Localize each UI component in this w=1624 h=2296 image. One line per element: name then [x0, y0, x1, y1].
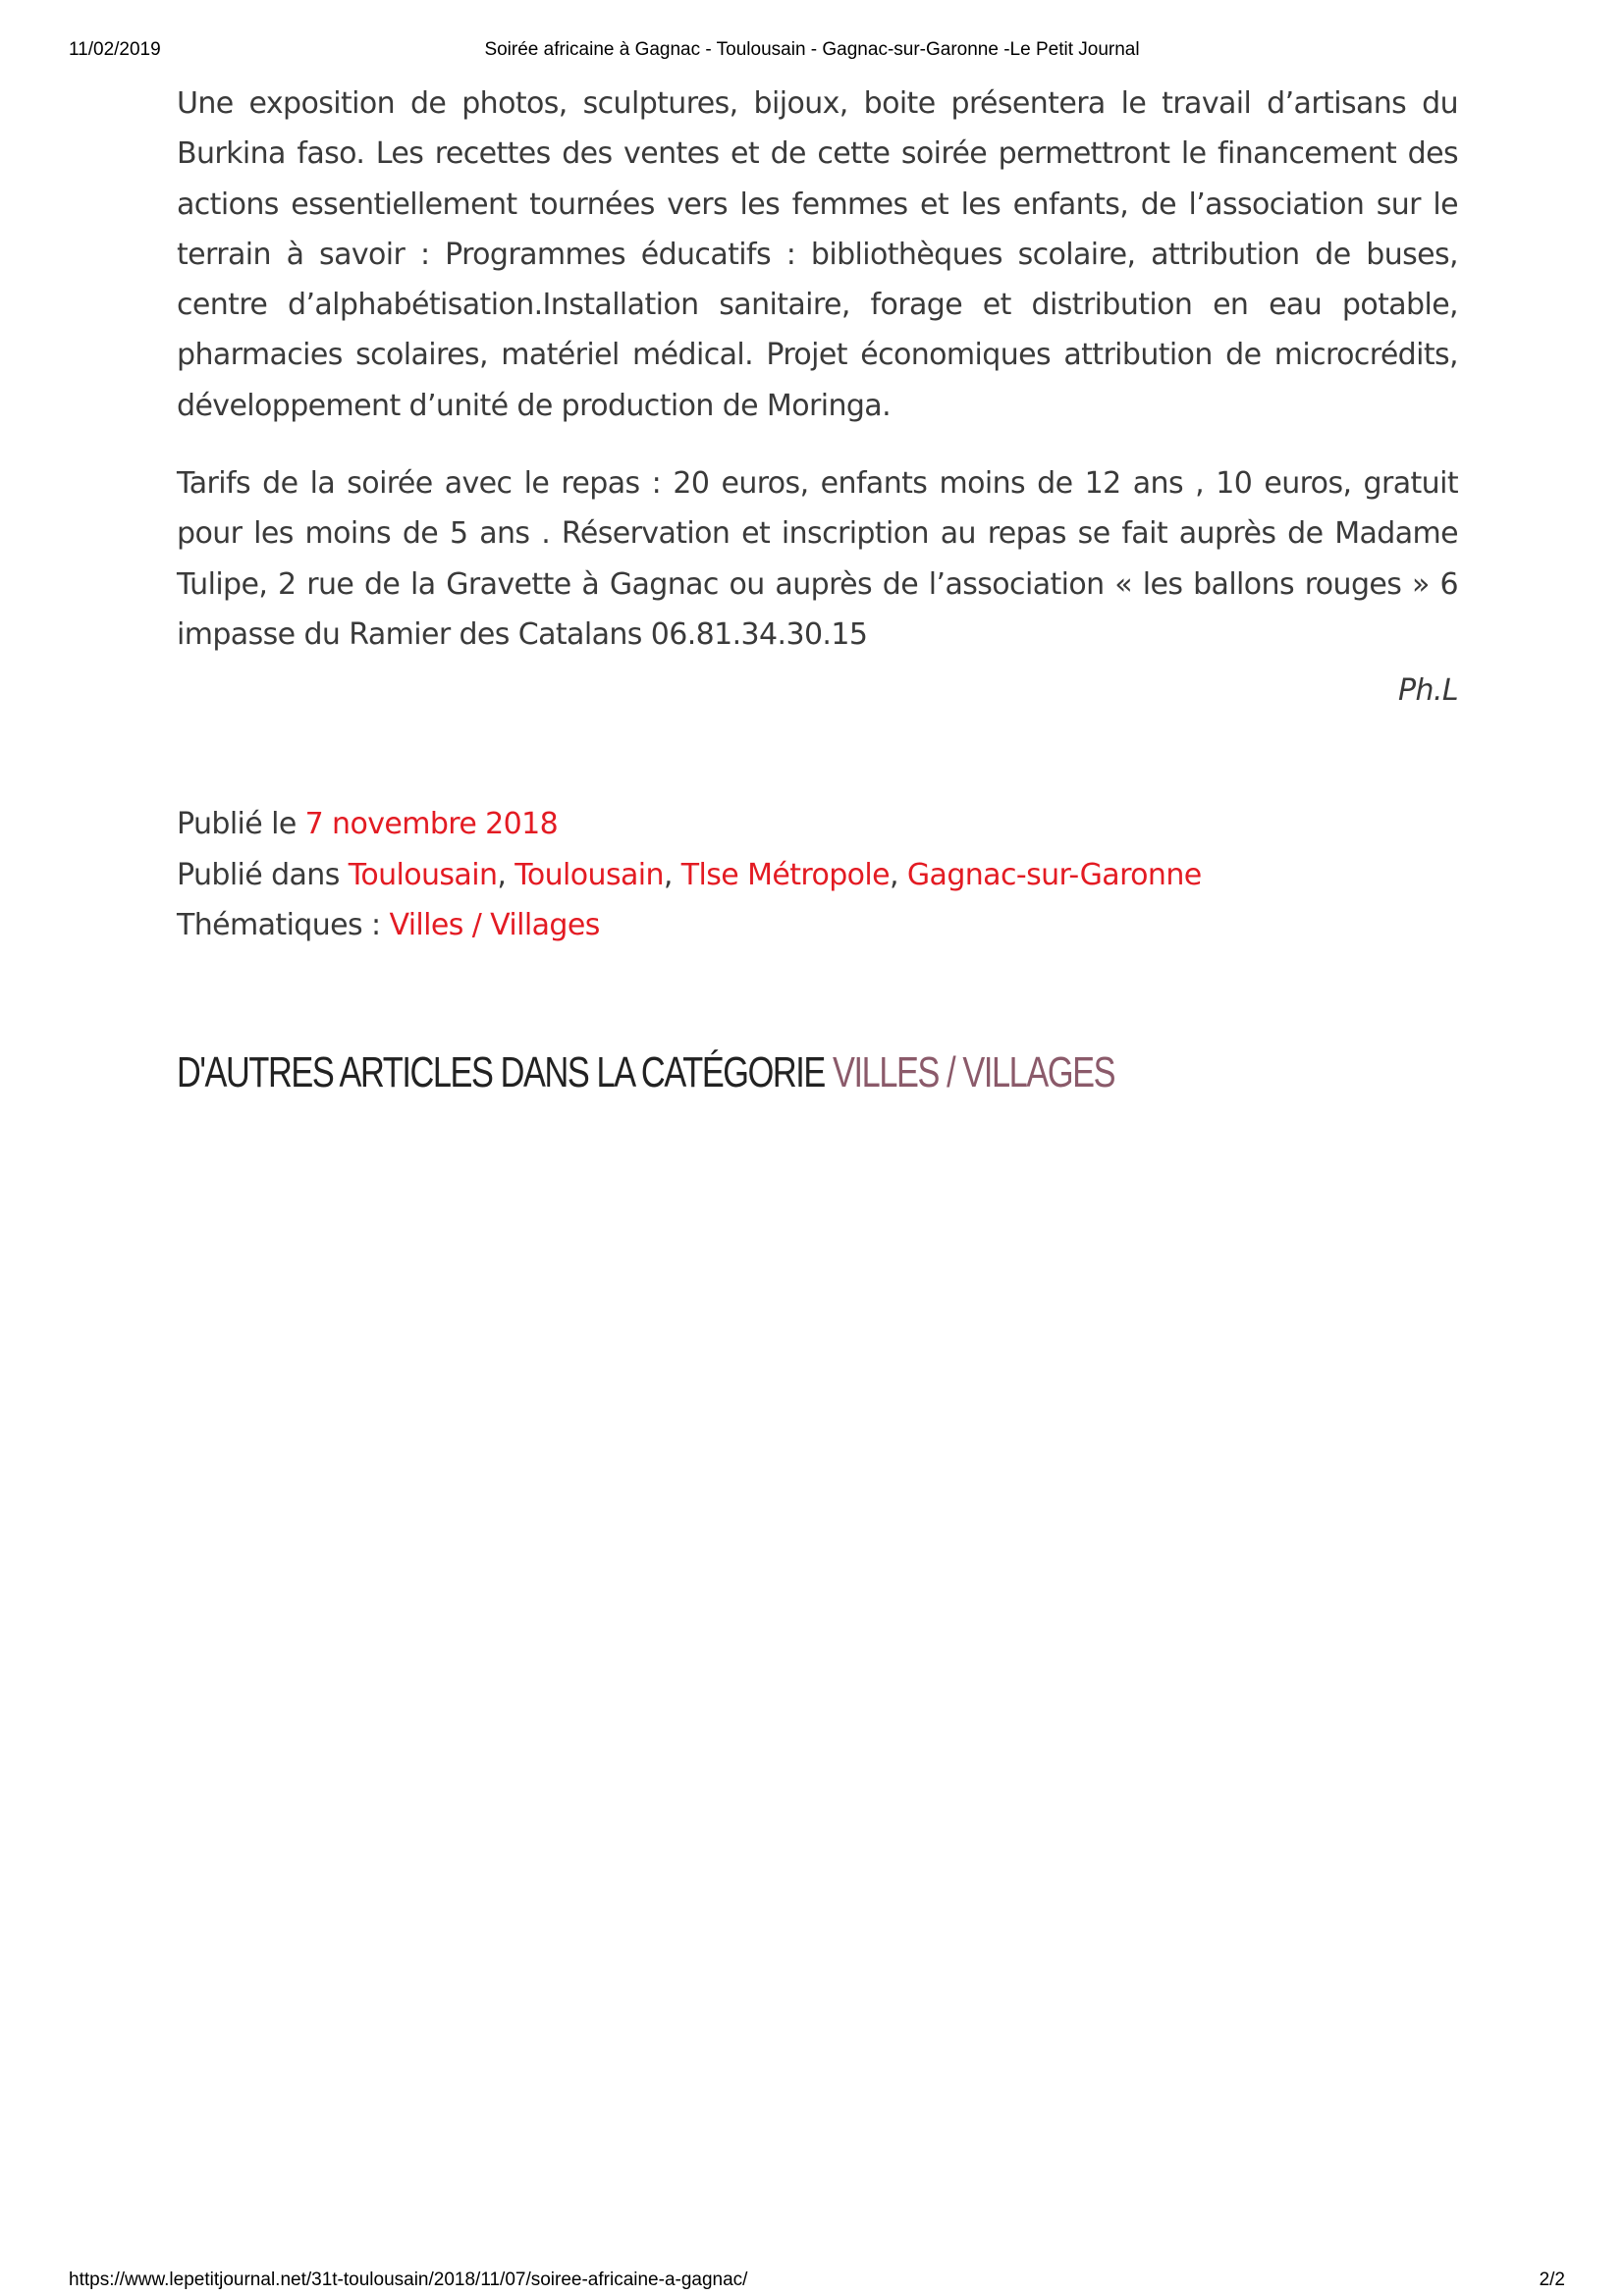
- author-signature: Ph.L: [1398, 673, 1458, 709]
- related-category-link[interactable]: VILLES / VILLAGES: [833, 1048, 1115, 1097]
- print-header: [0, 39, 1624, 65]
- print-footer: [0, 2269, 1624, 2295]
- print-url: https://www.lepetitjournal.net/31t-toulousain/2018/11/07/soiree-africaine-a-gagnac/: [69, 2269, 748, 2290]
- article-paragraph: Une exposition de photos, sculptures, bijoux, boite présentera le travail d’artisans du Burkina faso. Les recettes des ventes et de cette soirée permettront le financement des actions essentiellement tournées vers les femmes et les enfants, de l’association sur le terrain à savoir : Programmes éducatifs : bibliothèques scolaire, attribution de buses, centre d’alphabétisation.Installation sanitaire, forage et distribution en eau potable, pharmacies scolaires, matériel médical. Projet économiques attribution de microcrédits, développement d’unité de production de Moringa.: [177, 86, 1458, 423]
- print-page-title: Soirée africaine à Gagnac - Toulousain - Gagnac-sur-Garonne -Le Petit Journal: [484, 39, 1140, 60]
- category-link[interactable]: Gagnac-sur-Garonne: [906, 857, 1202, 892]
- published-label: Publié le: [177, 807, 305, 842]
- published-date-line: [177, 799, 1458, 849]
- category-link[interactable]: Toulousain: [348, 857, 498, 892]
- themes-line: [177, 900, 1458, 950]
- category-link[interactable]: Toulousain: [514, 857, 664, 892]
- article-paragraph: Tarifs de la soirée avec le repas : 20 euros, enfants moins de 12 ans , 10 euros, gratuit pour les moins de 5 ans . Réservation et inscription au repas se fait auprès de Madame Tulipe, 2 rue de la Gravette à Gagnac ou auprès de l’association « les ballons rouges » 6 impasse du Ramier des Catalans 06.81.34.30.15: [177, 466, 1458, 652]
- published-in-label: Publié dans: [177, 857, 349, 892]
- separator: ,: [497, 857, 515, 892]
- related-heading-prefix: D'AUTRES ARTICLES DANS LA CATÉGORIE: [177, 1048, 834, 1097]
- theme-link[interactable]: Villes / Villages: [389, 907, 600, 942]
- print-date: 11/02/2019: [69, 39, 161, 60]
- article-content: [177, 79, 1458, 1097]
- article-meta: [177, 799, 1458, 950]
- related-articles-heading: [177, 1048, 1176, 1097]
- separator: ,: [890, 857, 907, 892]
- published-date-link[interactable]: 7 novembre 2018: [304, 807, 559, 842]
- themes-label: Thématiques :: [177, 907, 390, 942]
- page-number: 2/2: [1539, 2269, 1565, 2290]
- category-link[interactable]: Tlse Métropole: [680, 857, 891, 892]
- separator: ,: [663, 857, 681, 892]
- published-in-line: [177, 850, 1458, 900]
